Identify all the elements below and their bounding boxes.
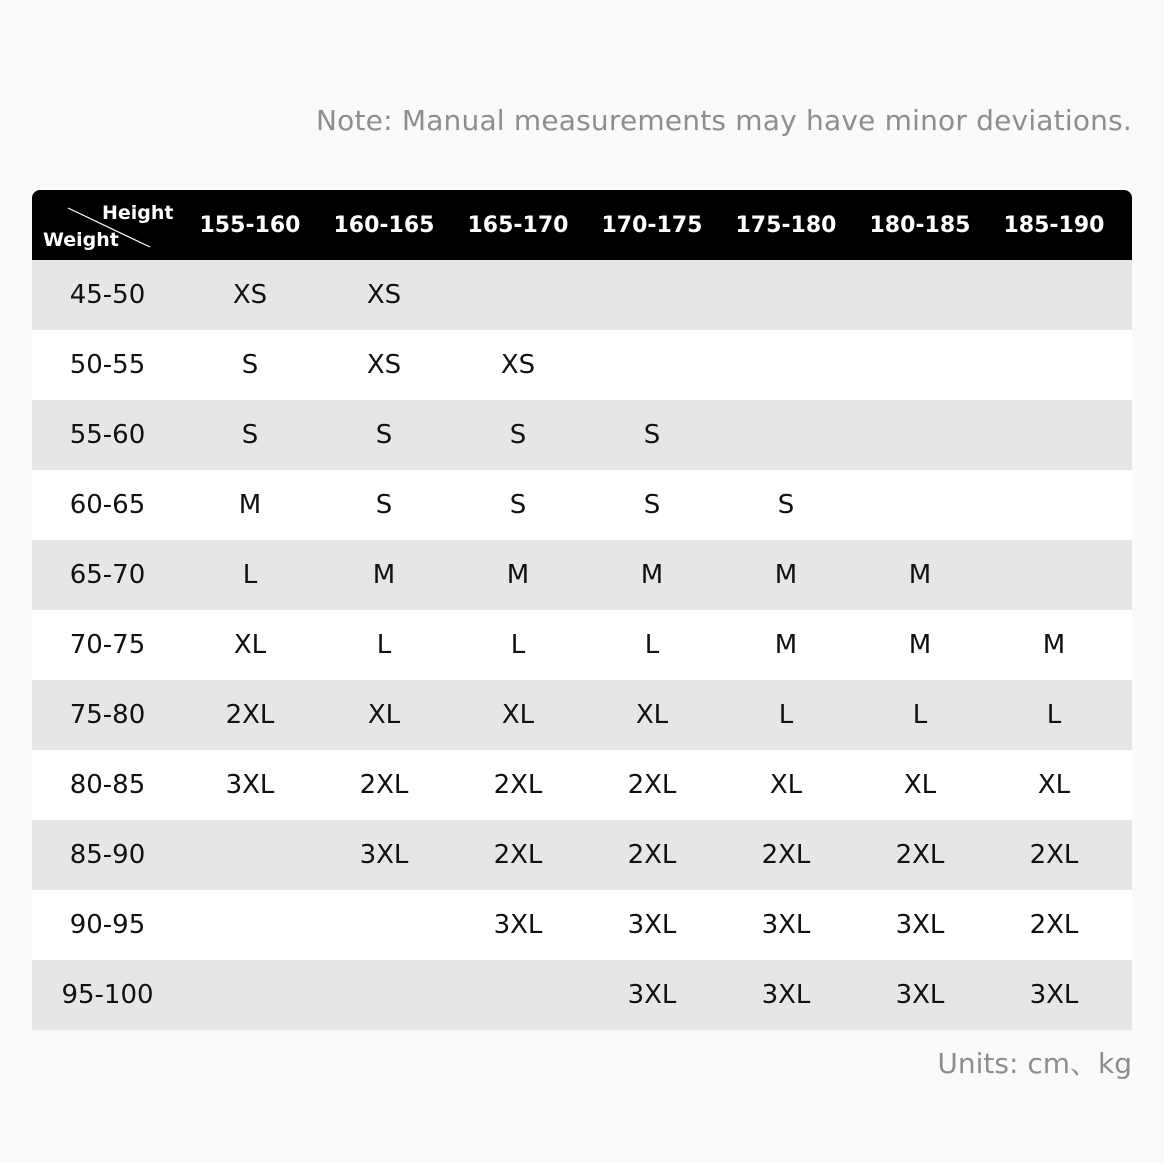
size-cell: 3XL [359,840,409,870]
table-row [32,820,1132,890]
size-cell: S [375,490,393,520]
weight-cell: 85-90 [69,840,146,870]
size-cell: XS [366,350,402,380]
size-cell: L [1046,700,1062,730]
size-cell: M [908,630,932,660]
weight-cell: 65-70 [69,560,146,590]
size-cell: 3XL [895,980,945,1010]
size-cell: S [509,490,527,520]
header-weight-label: Weight [43,229,119,251]
size-cell: S [375,420,393,450]
header-height-185-190: 185-190 [1003,212,1105,238]
size-cell: L [912,700,928,730]
table-row [32,680,1132,750]
size-cell: 2XL [359,770,409,800]
weight-cell: 90-95 [69,910,146,940]
size-cell: S [241,420,259,450]
header-height-175-180: 175-180 [735,212,837,238]
weight-cell: 60-65 [69,490,146,520]
size-cell: M [506,560,530,590]
size-cell: XL [367,700,401,730]
weight-cell: 95-100 [61,980,154,1010]
weight-cell: 75-80 [69,700,146,730]
size-cell: 3XL [493,910,543,940]
size-cell: S [509,420,527,450]
size-cell: XS [232,280,268,310]
table-row [32,750,1132,820]
header-height-160-165: 160-165 [333,212,435,238]
size-cell: 3XL [895,910,945,940]
size-cell: S [241,350,259,380]
measurement-note: Note: Manual measurements may have minor deviations. [316,104,1132,137]
size-cell: 2XL [627,770,677,800]
size-cell: XL [903,770,937,800]
weight-cell: 50-55 [69,350,146,380]
size-cell: 2XL [1029,840,1079,870]
size-cell: 2XL [627,840,677,870]
size-cell: XL [501,700,535,730]
weight-cell: 55-60 [69,420,146,450]
size-cell: L [510,630,526,660]
header-corner-cell [32,190,183,260]
table-row [32,400,1132,470]
size-cell: 2XL [895,840,945,870]
table-body [32,260,1132,1030]
weight-cell: 45-50 [69,280,146,310]
size-cell: S [643,420,661,450]
size-cell: 2XL [225,700,275,730]
header-height-label: Height [102,202,174,224]
table-row [32,960,1132,1030]
weight-cell: 70-75 [69,630,146,660]
units-note: Units: cm、kg [937,1047,1132,1080]
size-chart-table [32,190,1132,1030]
table-row [32,330,1132,400]
size-cell: M [1042,630,1066,660]
size-cell: 3XL [1029,980,1079,1010]
size-cell: XS [366,280,402,310]
size-cell: L [778,700,794,730]
size-cell: L [242,560,258,590]
table-row [32,260,1132,330]
table-row [32,610,1132,680]
size-cell: XL [233,630,267,660]
size-cell: XL [1037,770,1071,800]
size-cell: M [640,560,664,590]
header-height-170-175: 170-175 [601,212,703,238]
size-cell: 2XL [761,840,811,870]
table-row [32,470,1132,540]
size-cell: 3XL [761,980,811,1010]
size-cell: 3XL [627,980,677,1010]
header-height-165-170: 165-170 [467,212,569,238]
weight-cell: 80-85 [69,770,146,800]
size-cell: M [774,630,798,660]
table-header [32,190,1132,260]
size-cell: L [376,630,392,660]
header-height-180-185: 180-185 [869,212,971,238]
size-cell: M [774,560,798,590]
table-row [32,540,1132,610]
header-height-155-160: 155-160 [199,212,301,238]
size-cell: M [908,560,932,590]
size-cell: 3XL [761,910,811,940]
size-cell: XS [500,350,536,380]
size-cell: 3XL [627,910,677,940]
table-row [32,890,1132,960]
size-cell: 2XL [493,840,543,870]
size-cell: S [777,490,795,520]
size-cell: S [643,490,661,520]
size-cell: XL [769,770,803,800]
size-cell: M [238,490,262,520]
size-cell: 2XL [493,770,543,800]
size-cell: 3XL [225,770,275,800]
size-cell: M [372,560,396,590]
size-cell: 2XL [1029,910,1079,940]
size-cell: L [644,630,660,660]
size-cell: XL [635,700,669,730]
